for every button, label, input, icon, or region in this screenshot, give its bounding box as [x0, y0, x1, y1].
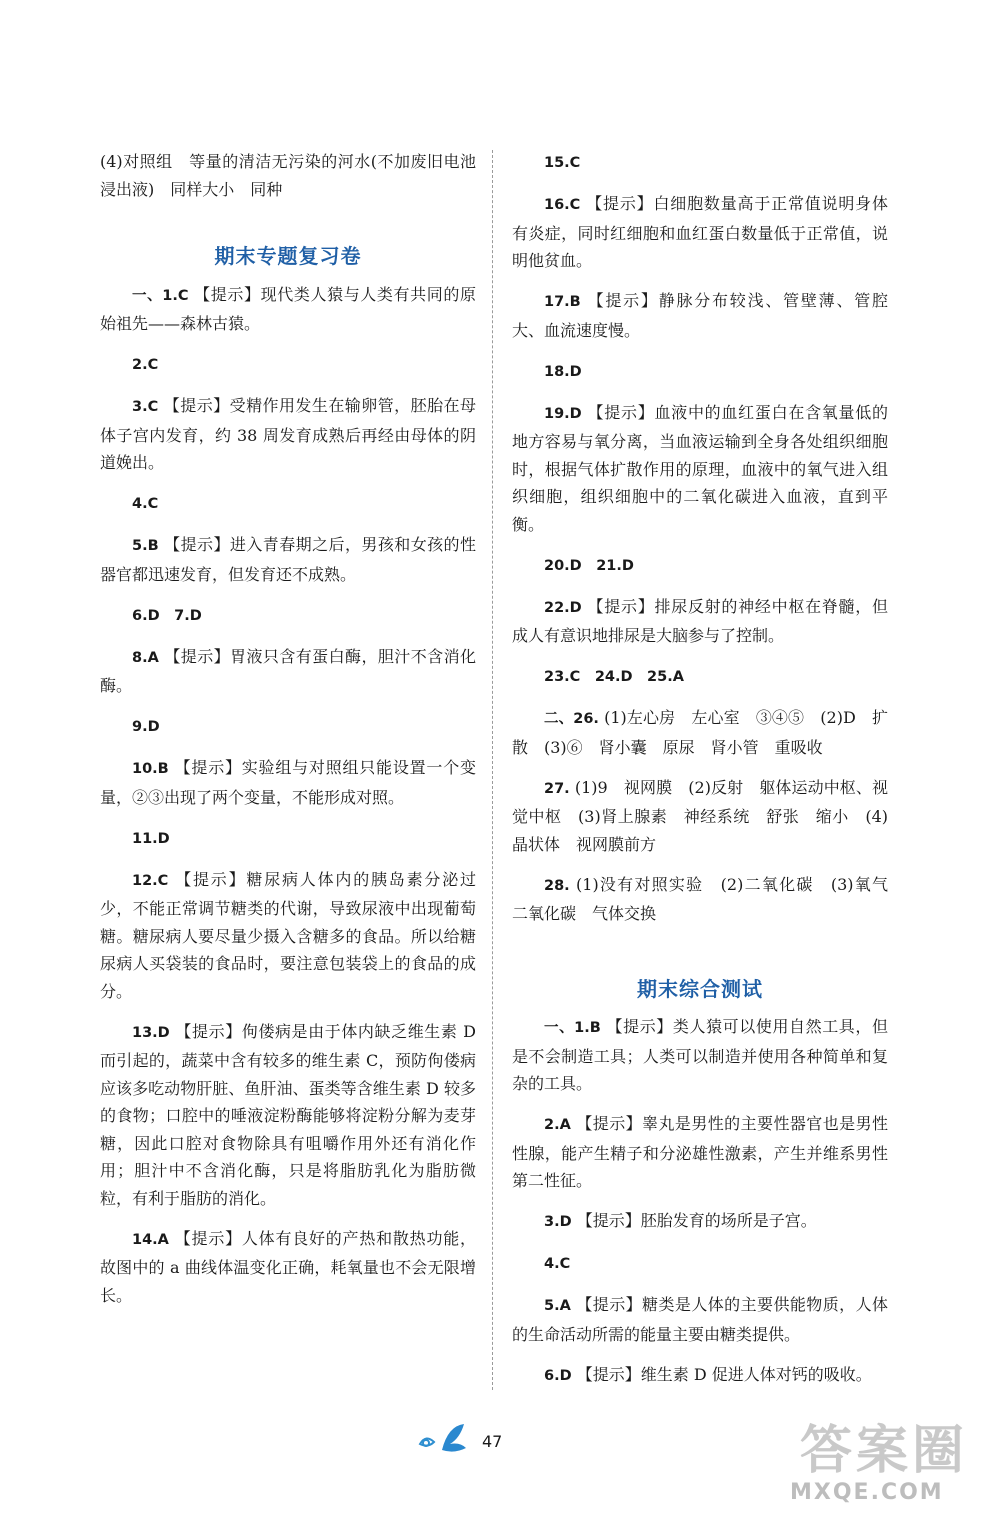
answer-number: 11.D — [132, 830, 170, 847]
answer-number: 22.D — [544, 599, 582, 616]
answer-number: 16.C — [544, 197, 581, 213]
answer-explanation: 【提示】佝偻病是由于体内缺乏维生素 D 而引起的，蔬菜中含有较多的维生素 C，预防佝偻病应该多吃动物肝脏、鱼肝油、蛋类等含维生素 D 较多的食物；口腔中的唾液淀粉酶能够将淀粉分解为麦芽糖，因此口腔对食物除具有咀嚼作用外还有消化作用；胆汁中不含消化酶，只是将脂肪乳化为脂肪微粒，有利于脂肪的消化。 — [100, 1021, 476, 1208]
answer-explanation: 【提示】实验组与对照组只能设置一个变量，②③出现了两个变量，不能形成对照。 — [100, 758, 476, 807]
answer-explanation: 【提示】静脉分布较浅、管壁薄、管腔大、血流速度慢。 — [512, 291, 888, 340]
answer-number: 5.A — [544, 1298, 571, 1314]
right-answer-list-2 — [512, 1013, 888, 1390]
answer-explanation: (1)9 视网膜 (2)反射 躯体运动中枢、视觉中枢 (3)肾上腺素 神经系统 舒张 缩小 (4)晶状体 视网膜前方 — [512, 777, 888, 854]
answer-number: 13.D — [132, 1024, 170, 1041]
answer-number: 28. — [544, 877, 570, 894]
answer-number: 一、1.C — [132, 287, 189, 304]
answer-number: 2.A — [544, 1117, 571, 1133]
answer-explanation: 【提示】现代类人猿与人类有共同的原始祖先——森林古猿。 — [100, 284, 476, 333]
answer-explanation: 【提示】胚胎发育的场所是子宫。 — [571, 1211, 817, 1230]
answer-item — [512, 1361, 888, 1391]
answer-number: 8.A — [132, 649, 159, 666]
answer-number: 3.D — [544, 1214, 572, 1230]
answer-item — [100, 824, 476, 854]
page-number: 47 — [482, 1432, 503, 1451]
answer-number: 19.D — [544, 405, 582, 422]
watermark-logo: 答案圈 — [800, 1421, 969, 1481]
answer-number: 14.A — [132, 1231, 169, 1248]
answer-number: 10.B — [132, 761, 169, 777]
answer-item — [100, 754, 476, 811]
answer-item — [100, 392, 476, 477]
answer-item — [100, 489, 476, 519]
answer-item — [512, 593, 888, 650]
answer-number: 6.D 7.D — [132, 607, 202, 624]
answer-item — [512, 1110, 888, 1195]
answer-number: 一、1.B — [544, 1020, 601, 1036]
answer-item — [100, 531, 476, 588]
answer-item — [512, 662, 888, 692]
answer-number: 27. — [544, 780, 570, 797]
answer-number: 18.D — [544, 363, 582, 380]
answer-explanation: 【提示】睾丸是男性的主要性器官也是男性性腺，能产生精子和分泌雄性激素，产生并维系男性第二性征。 — [512, 1114, 888, 1190]
answer-explanation: 【提示】糖类是人体的主要供能物质，人体的生命活动所需的能量主要由糖类提供。 — [512, 1295, 888, 1344]
answer-item — [512, 399, 888, 539]
answer-item — [512, 148, 888, 178]
answer-explanation: 【提示】糖尿病人体内的胰岛素分泌过少，不能正常调节糖类的代谢，导致尿液中出现葡萄糖。糖尿病人要尽量少摄入含糖多的食品。所以给糖尿病人买袋装的食品时，要注意包装袋上的食品的成分。 — [100, 869, 476, 1001]
answer-item — [512, 357, 888, 387]
answer-number: 2.C — [132, 357, 159, 373]
answer-explanation: 【提示】类人猿可以使用自然工具，但是不会制造工具；人类可以制造并使用各种简单和复杂的工具。 — [512, 1017, 888, 1093]
column-divider — [492, 150, 493, 1390]
answer-item — [512, 871, 905, 928]
answer-item — [512, 190, 888, 275]
answer-explanation: 【提示】白细胞数量高于正常值说明身体有炎症，同时红细胞和血红蛋白数量低于正常值，说明他贫血。 — [512, 194, 888, 270]
answer-item — [100, 643, 476, 700]
answer-item — [100, 281, 476, 338]
answer-number: 4.C — [132, 496, 159, 512]
right-answer-list — [512, 148, 905, 928]
answer-item — [512, 774, 888, 859]
answer-item — [512, 1013, 888, 1098]
answer-explanation: 【提示】受精作用发生在输卵管，胚胎在母体子宫内发育，约 38 周发育成熟后再经由母体的阴道娩出。 — [100, 396, 476, 472]
right-column — [512, 148, 905, 1403]
answer-number: 12.C — [132, 872, 169, 889]
answer-explanation: 【提示】排尿反射的神经中枢在脊髓，但成人有意识地排尿是大脑参与了控制。 — [512, 596, 888, 645]
answer-explanation: (1)没有对照实验 (2)二氧化碳 (3)氧气 二氧化碳 气体交换 — [512, 874, 905, 923]
answer-number: 9.D — [132, 719, 160, 735]
answer-number: 6.D — [544, 1367, 572, 1384]
answer-explanation: 【提示】胃液只含有蛋白酶，胆汁不含消化酶。 — [100, 646, 476, 695]
answer-explanation: 【提示】进入青春期之后，男孩和女孩的性器官都迅速发育，但发育还不成熟。 — [100, 535, 476, 584]
answer-explanation: 【提示】人体有良好的产热和散热功能，故图中的 a 曲线体温变化正确，耗氧量也不会无限增长。 — [100, 1228, 476, 1305]
answer-item — [100, 866, 476, 1006]
answer-number: 4.C — [544, 1256, 571, 1272]
answer-explanation: 【提示】维生素 D 促进人体对钙的吸收。 — [571, 1364, 872, 1384]
section-title-final-review: 期末专题复习卷 — [214, 244, 362, 268]
answer-item — [100, 712, 476, 742]
answer-item — [512, 704, 888, 761]
watermark-url: MXQE.COM — [790, 1480, 944, 1505]
answer-item — [512, 1249, 888, 1279]
answer-number: 15.C — [544, 155, 581, 171]
answer-item-4: (4)对照组 等量的清洁无污染的河水(不加废旧电池浸出液) 同样大小 同种 — [100, 152, 476, 199]
answer-number: 20.D 21.D — [544, 557, 634, 574]
answer-explanation: 【提示】血液中的血红蛋白在含氧量低的地方容易与氧分离，当血液运输到全身各处组织细胞时，根据气体扩散作用的原理，血液中的氧气进入组织细胞，组织细胞中的二氧化碳进入血液，直到平衡。 — [512, 402, 888, 534]
answer-number: 23.C 24.D 25.A — [544, 669, 684, 685]
left-column — [100, 148, 476, 1322]
left-answer-list — [100, 281, 476, 1310]
answer-number: 3.C — [132, 399, 159, 415]
answer-item — [512, 1207, 888, 1237]
answer-item — [100, 1018, 476, 1213]
answer-item — [100, 601, 476, 631]
answer-item — [100, 350, 476, 380]
answer-number: 5.B — [132, 538, 159, 554]
answer-number: 17.B — [544, 294, 581, 310]
answer-item — [100, 1225, 476, 1310]
answer-explanation: (1)左心房 左心室 ③④⑤ (2)D 扩散 (3)⑥ 肾小囊 原尿 肾小管 重吸收 — [512, 708, 888, 757]
answer-item — [512, 287, 888, 344]
answer-item — [512, 1291, 888, 1348]
answer-number: 二、26. — [544, 711, 599, 727]
butterfly-ornament-icon — [414, 1420, 470, 1456]
section-title-final-test: 期末综合测试 — [637, 976, 763, 1001]
answer-item — [512, 551, 888, 581]
